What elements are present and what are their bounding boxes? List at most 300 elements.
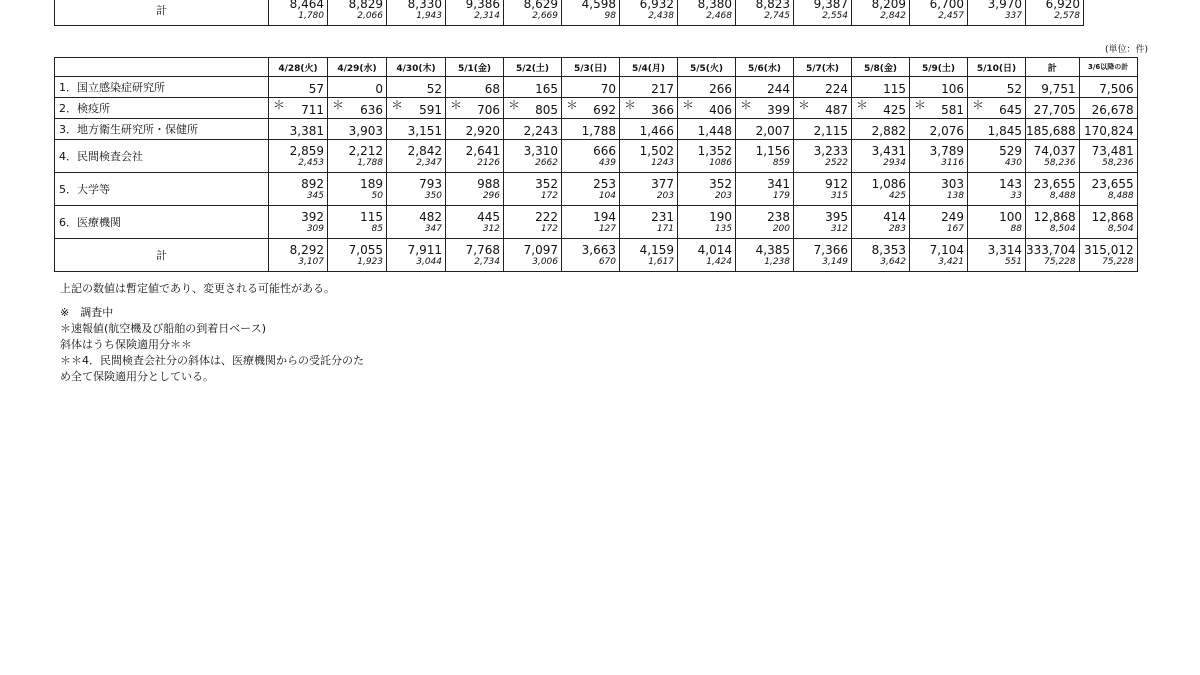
table-cell	[387, 206, 446, 239]
cell-content	[387, 239, 442, 271]
cell-subvalue: 167	[946, 223, 964, 234]
table-cell	[910, 119, 968, 140]
table-cell	[620, 173, 678, 206]
cell-value: 217	[651, 81, 674, 96]
table-row	[55, 77, 1138, 98]
cell-subvalue: 200	[772, 223, 790, 234]
cell-content	[446, 173, 500, 205]
cell-subvalue: 179	[772, 190, 790, 201]
table-cell	[269, 77, 328, 98]
cell-value: 57	[308, 81, 324, 96]
row-label: 3．地方衛生研究所・保健所	[55, 119, 269, 140]
cell-value: 591	[419, 102, 442, 117]
table-cell	[1079, 98, 1137, 119]
cell-content	[1080, 206, 1134, 238]
cell-value: 8,829	[348, 0, 383, 11]
table-cell	[852, 77, 910, 98]
cell-subvalue: 3,044	[416, 256, 442, 267]
cell-value: 1,502	[639, 143, 674, 158]
cell-value: 70	[600, 81, 616, 96]
cell-subvalue: 2662	[535, 157, 558, 168]
table-cell	[446, 0, 504, 26]
cell-subvalue: 2,453	[298, 157, 324, 168]
cell-content	[328, 206, 383, 238]
cell-content	[446, 239, 500, 271]
table-cell	[678, 239, 736, 272]
row-label: 計	[55, 239, 269, 272]
cell-content	[910, 0, 964, 25]
cell-value: 4,014	[697, 242, 732, 257]
table-cell	[387, 98, 446, 119]
cell-value: 7,911	[407, 242, 442, 257]
table-row	[55, 173, 1138, 206]
table-cell	[328, 0, 387, 26]
cell-content	[446, 0, 500, 25]
cell-value: 912	[825, 176, 848, 191]
cell-value: 3,970	[987, 0, 1022, 11]
table-cell	[910, 206, 968, 239]
table-cell	[504, 77, 562, 98]
cell-content	[620, 173, 674, 205]
table-cell	[1079, 173, 1137, 206]
cell-value: 2,842	[407, 143, 442, 158]
cell-value: 414	[883, 209, 906, 224]
cell-value: 23,655	[1033, 176, 1076, 191]
row-label: 1．国立感染症研究所	[55, 77, 269, 98]
table-cell	[269, 119, 328, 140]
cell-content	[852, 173, 906, 205]
table-cell	[446, 239, 504, 272]
table-cell	[328, 140, 387, 173]
cell-value: 892	[301, 176, 324, 191]
table-cell	[794, 206, 852, 239]
cell-value: 7,104	[929, 242, 964, 257]
cell-content	[678, 0, 732, 25]
cell-subvalue: 58,236	[1044, 157, 1076, 168]
cell-subvalue: 127	[598, 223, 616, 234]
table-cell	[562, 98, 620, 119]
cell-value: 189	[360, 176, 383, 191]
table-cell	[504, 206, 562, 239]
header-cell-blank	[55, 58, 269, 77]
table-cell	[678, 206, 736, 239]
cell-content	[968, 206, 1022, 238]
column-header: 4/28(火)	[269, 58, 328, 77]
cell-value: 7,506	[1099, 81, 1134, 96]
cell-value: 8,209	[871, 0, 906, 11]
cell-value: 170,824	[1084, 123, 1134, 138]
table-cell	[328, 77, 387, 98]
cell-value: 3,310	[523, 143, 558, 158]
asterisk-mark: ＊	[624, 97, 637, 112]
cell-value: 2,243	[523, 123, 558, 138]
footnote-line: ＊速報値(航空機及び船舶の到着日ベース)	[60, 322, 267, 335]
row-label: 5．大学等	[55, 173, 269, 206]
cell-subvalue: 75,228	[1102, 256, 1134, 267]
footnote-line: ＊＊4．民間検査会社分の斜体は、医療機関からの受託分のた	[60, 354, 364, 367]
table-cell	[852, 0, 910, 26]
table-cell	[794, 239, 852, 272]
cell-content	[678, 140, 732, 172]
cell-value: 2,920	[465, 123, 500, 138]
table-cell	[504, 173, 562, 206]
cell-subvalue: 2,554	[822, 11, 848, 21]
cell-content	[852, 239, 906, 271]
cell-value: 2,076	[929, 123, 964, 138]
table-cell	[1026, 140, 1080, 173]
table-cell	[562, 173, 620, 206]
cell-value: 3,431	[871, 143, 906, 158]
cell-value: 377	[651, 176, 674, 191]
cell-value: 23,655	[1091, 176, 1134, 191]
table-cell	[968, 119, 1026, 140]
cell-value: 793	[419, 176, 442, 191]
cell-subvalue: 312	[830, 223, 848, 234]
cell-subvalue: 1,424	[706, 256, 732, 267]
cell-content	[328, 0, 383, 25]
table-cell	[562, 140, 620, 173]
cell-subvalue: 2,578	[1054, 11, 1080, 21]
table-cell	[620, 239, 678, 272]
cell-value: 8,292	[289, 242, 324, 257]
cell-content	[504, 239, 558, 271]
cell-value: 27,705	[1033, 102, 1076, 117]
column-header: 5/6(水)	[736, 58, 794, 77]
table-cell	[910, 98, 968, 119]
table-cell	[678, 173, 736, 206]
cell-subvalue: 203	[714, 190, 732, 201]
cell-subvalue: 138	[946, 190, 964, 201]
cell-value: 1,352	[697, 143, 732, 158]
column-header: 5/5(火)	[678, 58, 736, 77]
footnote-line: ※ 調査中	[60, 306, 114, 319]
table-cell	[328, 239, 387, 272]
cell-subvalue: 670	[598, 256, 616, 267]
cell-content	[387, 206, 442, 238]
asterisk-mark: ＊	[332, 97, 345, 112]
cell-content	[968, 173, 1022, 205]
cell-value: 8,629	[523, 0, 558, 11]
cell-value: 12,868	[1033, 209, 1076, 224]
cell-value: 106	[941, 81, 964, 96]
cell-content	[910, 140, 964, 172]
column-header: 5/10(日)	[968, 58, 1026, 77]
cell-subvalue: 3,107	[298, 256, 324, 267]
cell-subvalue: 135	[714, 223, 732, 234]
footnote-line	[60, 297, 364, 305]
table-row	[55, 0, 1084, 26]
table-cell	[387, 0, 446, 26]
cell-subvalue: 1243	[651, 157, 674, 168]
cell-content	[446, 140, 500, 172]
cell-content	[328, 140, 383, 172]
cell-content	[504, 0, 558, 25]
cell-subvalue: 2,734	[474, 256, 500, 267]
cell-content	[678, 239, 732, 271]
cell-value: 1,466	[639, 123, 674, 138]
cell-value: 399	[767, 102, 790, 117]
cell-subvalue: 2,066	[357, 11, 383, 21]
table-cell	[794, 98, 852, 119]
cell-value: 8,353	[871, 242, 906, 257]
asterisk-mark: ＊	[682, 97, 695, 112]
cell-content	[504, 140, 558, 172]
cell-content	[562, 206, 616, 238]
cell-value: 7,768	[465, 242, 500, 257]
cell-value: 645	[999, 102, 1022, 117]
cell-value: 341	[767, 176, 790, 191]
table-cell	[620, 0, 678, 26]
table-cell	[269, 98, 328, 119]
cell-value: 3,233	[813, 143, 848, 158]
table-cell	[968, 77, 1026, 98]
cell-value: 406	[709, 102, 732, 117]
cell-value: 7,055	[348, 242, 383, 257]
cell-value: 2,882	[871, 123, 906, 138]
cell-value: 52	[1006, 81, 1022, 96]
cell-value: 115	[883, 81, 906, 96]
cell-value: 4,385	[755, 242, 790, 257]
table-cell	[678, 119, 736, 140]
table-cell	[968, 239, 1026, 272]
cell-content	[328, 239, 383, 271]
asterisk-mark: ＊	[566, 97, 579, 112]
cell-value: 249	[941, 209, 964, 224]
table-cell	[387, 140, 446, 173]
cell-subvalue: 315	[830, 190, 848, 201]
cell-value: 366	[651, 102, 674, 117]
cell-value: 487	[825, 102, 848, 117]
cell-subvalue: 430	[1004, 157, 1022, 168]
table-cell	[504, 98, 562, 119]
cell-value: 2,212	[348, 143, 383, 158]
cell-subvalue: 8,488	[1107, 190, 1134, 201]
table-cell	[852, 140, 910, 173]
table-cell	[620, 206, 678, 239]
table-cell	[678, 0, 736, 26]
cell-subvalue: 58,236	[1102, 157, 1134, 168]
cell-value: 68	[484, 81, 500, 96]
cell-value: 224	[825, 81, 848, 96]
cell-subvalue: 3116	[941, 157, 964, 168]
table-row	[55, 239, 1138, 272]
footnote-line: 斜体はうち保険適用分＊＊	[60, 338, 192, 351]
cell-value: 222	[535, 209, 558, 224]
table-row	[55, 119, 1138, 140]
table-cell	[446, 119, 504, 140]
table-cell	[1026, 0, 1084, 26]
table-cell	[736, 140, 794, 173]
cell-value: 303	[941, 176, 964, 191]
cell-value: 0	[375, 81, 383, 96]
cell-subvalue: 203	[656, 190, 674, 201]
table-cell	[968, 173, 1026, 206]
cell-subvalue: 2,745	[764, 11, 790, 21]
column-header: 5/3(日)	[562, 58, 620, 77]
table-cell	[1026, 98, 1080, 119]
cell-value: 12,868	[1091, 209, 1134, 224]
table-cell	[446, 140, 504, 173]
asterisk-mark: ＊	[450, 97, 463, 112]
table-cell	[968, 98, 1026, 119]
table-cell	[910, 77, 968, 98]
cell-value: 425	[883, 102, 906, 117]
cell-value: 3,903	[348, 123, 383, 138]
table-cell	[328, 173, 387, 206]
cell-value: 1,156	[755, 143, 790, 158]
table-cell	[1026, 119, 1080, 140]
table-cell	[736, 98, 794, 119]
cell-subvalue: 439	[598, 157, 616, 168]
cell-value: 988	[477, 176, 500, 191]
cell-value: 2,859	[289, 143, 324, 158]
cell-subvalue: 3,149	[822, 256, 848, 267]
cell-subvalue: 98	[604, 11, 616, 21]
table-cell	[1079, 119, 1137, 140]
cell-content	[1026, 0, 1080, 25]
cell-content	[910, 239, 964, 271]
asterisk-mark: ＊	[856, 97, 869, 112]
cell-value: 333,704	[1026, 242, 1076, 257]
cell-subvalue: 2,468	[706, 11, 732, 21]
table-cell	[852, 119, 910, 140]
cell-subvalue: 2,842	[880, 11, 906, 21]
cell-content	[269, 173, 324, 205]
cell-subvalue: 1086	[709, 157, 732, 168]
cell-subvalue: 3,006	[532, 256, 558, 267]
cell-content	[736, 140, 790, 172]
cell-value: 185,688	[1026, 123, 1076, 138]
cell-value: 2,641	[465, 143, 500, 158]
cell-value: 352	[535, 176, 558, 191]
cell-content	[794, 140, 848, 172]
table-cell	[1079, 140, 1137, 173]
cell-subvalue: 85	[371, 223, 383, 234]
cell-value: 9,386	[465, 0, 500, 11]
table-cell	[446, 173, 504, 206]
cell-subvalue: 3,421	[938, 256, 964, 267]
cell-content	[620, 140, 674, 172]
cell-value: 692	[593, 102, 616, 117]
cell-subvalue: 75,228	[1044, 256, 1076, 267]
cell-value: 165	[535, 81, 558, 96]
cell-value: 1,448	[697, 123, 732, 138]
table-cell	[504, 239, 562, 272]
cell-value: 1,788	[581, 123, 616, 138]
cell-value: 8,380	[697, 0, 732, 11]
cell-value: 3,663	[581, 242, 616, 257]
cell-value: 266	[709, 81, 732, 96]
cell-content	[968, 0, 1022, 25]
table-cell	[446, 206, 504, 239]
cell-content	[1080, 173, 1134, 205]
cell-value: 666	[593, 143, 616, 158]
table-cell	[736, 206, 794, 239]
table-cell	[620, 119, 678, 140]
cell-subvalue: 337	[1004, 11, 1022, 21]
table-cell	[269, 173, 328, 206]
footnotes	[60, 281, 364, 385]
footnote-line: 上記の数値は暫定値であり、変更される可能性がある。	[60, 282, 335, 295]
table-cell	[910, 140, 968, 173]
cell-value: 581	[941, 102, 964, 117]
asterisk-mark: ＊	[391, 97, 404, 112]
table-cell	[387, 119, 446, 140]
table-cell	[678, 140, 736, 173]
cell-value: 392	[301, 209, 324, 224]
cell-subvalue: 2126	[477, 157, 500, 168]
table-cell	[446, 98, 504, 119]
cell-content	[736, 173, 790, 205]
cell-value: 352	[709, 176, 732, 191]
cell-value: 6,932	[639, 0, 674, 11]
cell-content	[620, 0, 674, 25]
cell-value: 7,097	[523, 242, 558, 257]
table-cell	[678, 77, 736, 98]
table-cell	[562, 239, 620, 272]
cell-value: 4,159	[639, 242, 674, 257]
cell-content	[620, 239, 674, 271]
cell-content	[678, 206, 732, 238]
cell-value: 100	[999, 209, 1022, 224]
cell-subvalue: 172	[540, 190, 558, 201]
cell-content	[1026, 239, 1076, 271]
cell-content	[794, 239, 848, 271]
cell-subvalue: 2934	[883, 157, 906, 168]
cell-content	[1026, 206, 1076, 238]
asterisk-mark: ＊	[914, 97, 927, 112]
cell-content	[504, 206, 558, 238]
cell-subvalue: 172	[540, 223, 558, 234]
cell-content	[678, 173, 732, 205]
cell-content	[968, 140, 1022, 172]
cell-subvalue: 104	[598, 190, 616, 201]
asterisk-mark: ＊	[972, 97, 985, 112]
cell-content	[736, 239, 790, 271]
cell-content	[910, 206, 964, 238]
table-cell	[794, 140, 852, 173]
cell-value: 805	[535, 102, 558, 117]
table-cell	[910, 0, 968, 26]
table-cell	[910, 239, 968, 272]
cell-subvalue: 50	[371, 190, 383, 201]
table-header-row	[55, 58, 1138, 77]
table-cell	[852, 239, 910, 272]
cell-content	[852, 0, 906, 25]
unit-label: (単位：件)	[1104, 45, 1148, 55]
cell-content	[387, 140, 442, 172]
cell-subvalue: 88	[1010, 223, 1022, 234]
table-cell	[1026, 173, 1080, 206]
cell-content	[328, 173, 383, 205]
cell-content	[269, 140, 324, 172]
table-cell	[852, 98, 910, 119]
cell-content	[794, 0, 848, 25]
table-cell	[504, 119, 562, 140]
table-cell	[736, 119, 794, 140]
table-cell	[620, 140, 678, 173]
cell-value: 6,920	[1045, 0, 1080, 11]
cell-subvalue: 8,504	[1049, 223, 1076, 234]
column-header: 計	[1026, 58, 1080, 77]
cell-subvalue: 350	[424, 190, 442, 201]
cell-subvalue: 2,457	[938, 11, 964, 21]
column-header: 5/1(金)	[446, 58, 504, 77]
cell-subvalue: 8,488	[1049, 190, 1076, 201]
cell-value: 52	[426, 81, 442, 96]
table-cell	[794, 173, 852, 206]
cell-subvalue: 425	[888, 190, 906, 201]
